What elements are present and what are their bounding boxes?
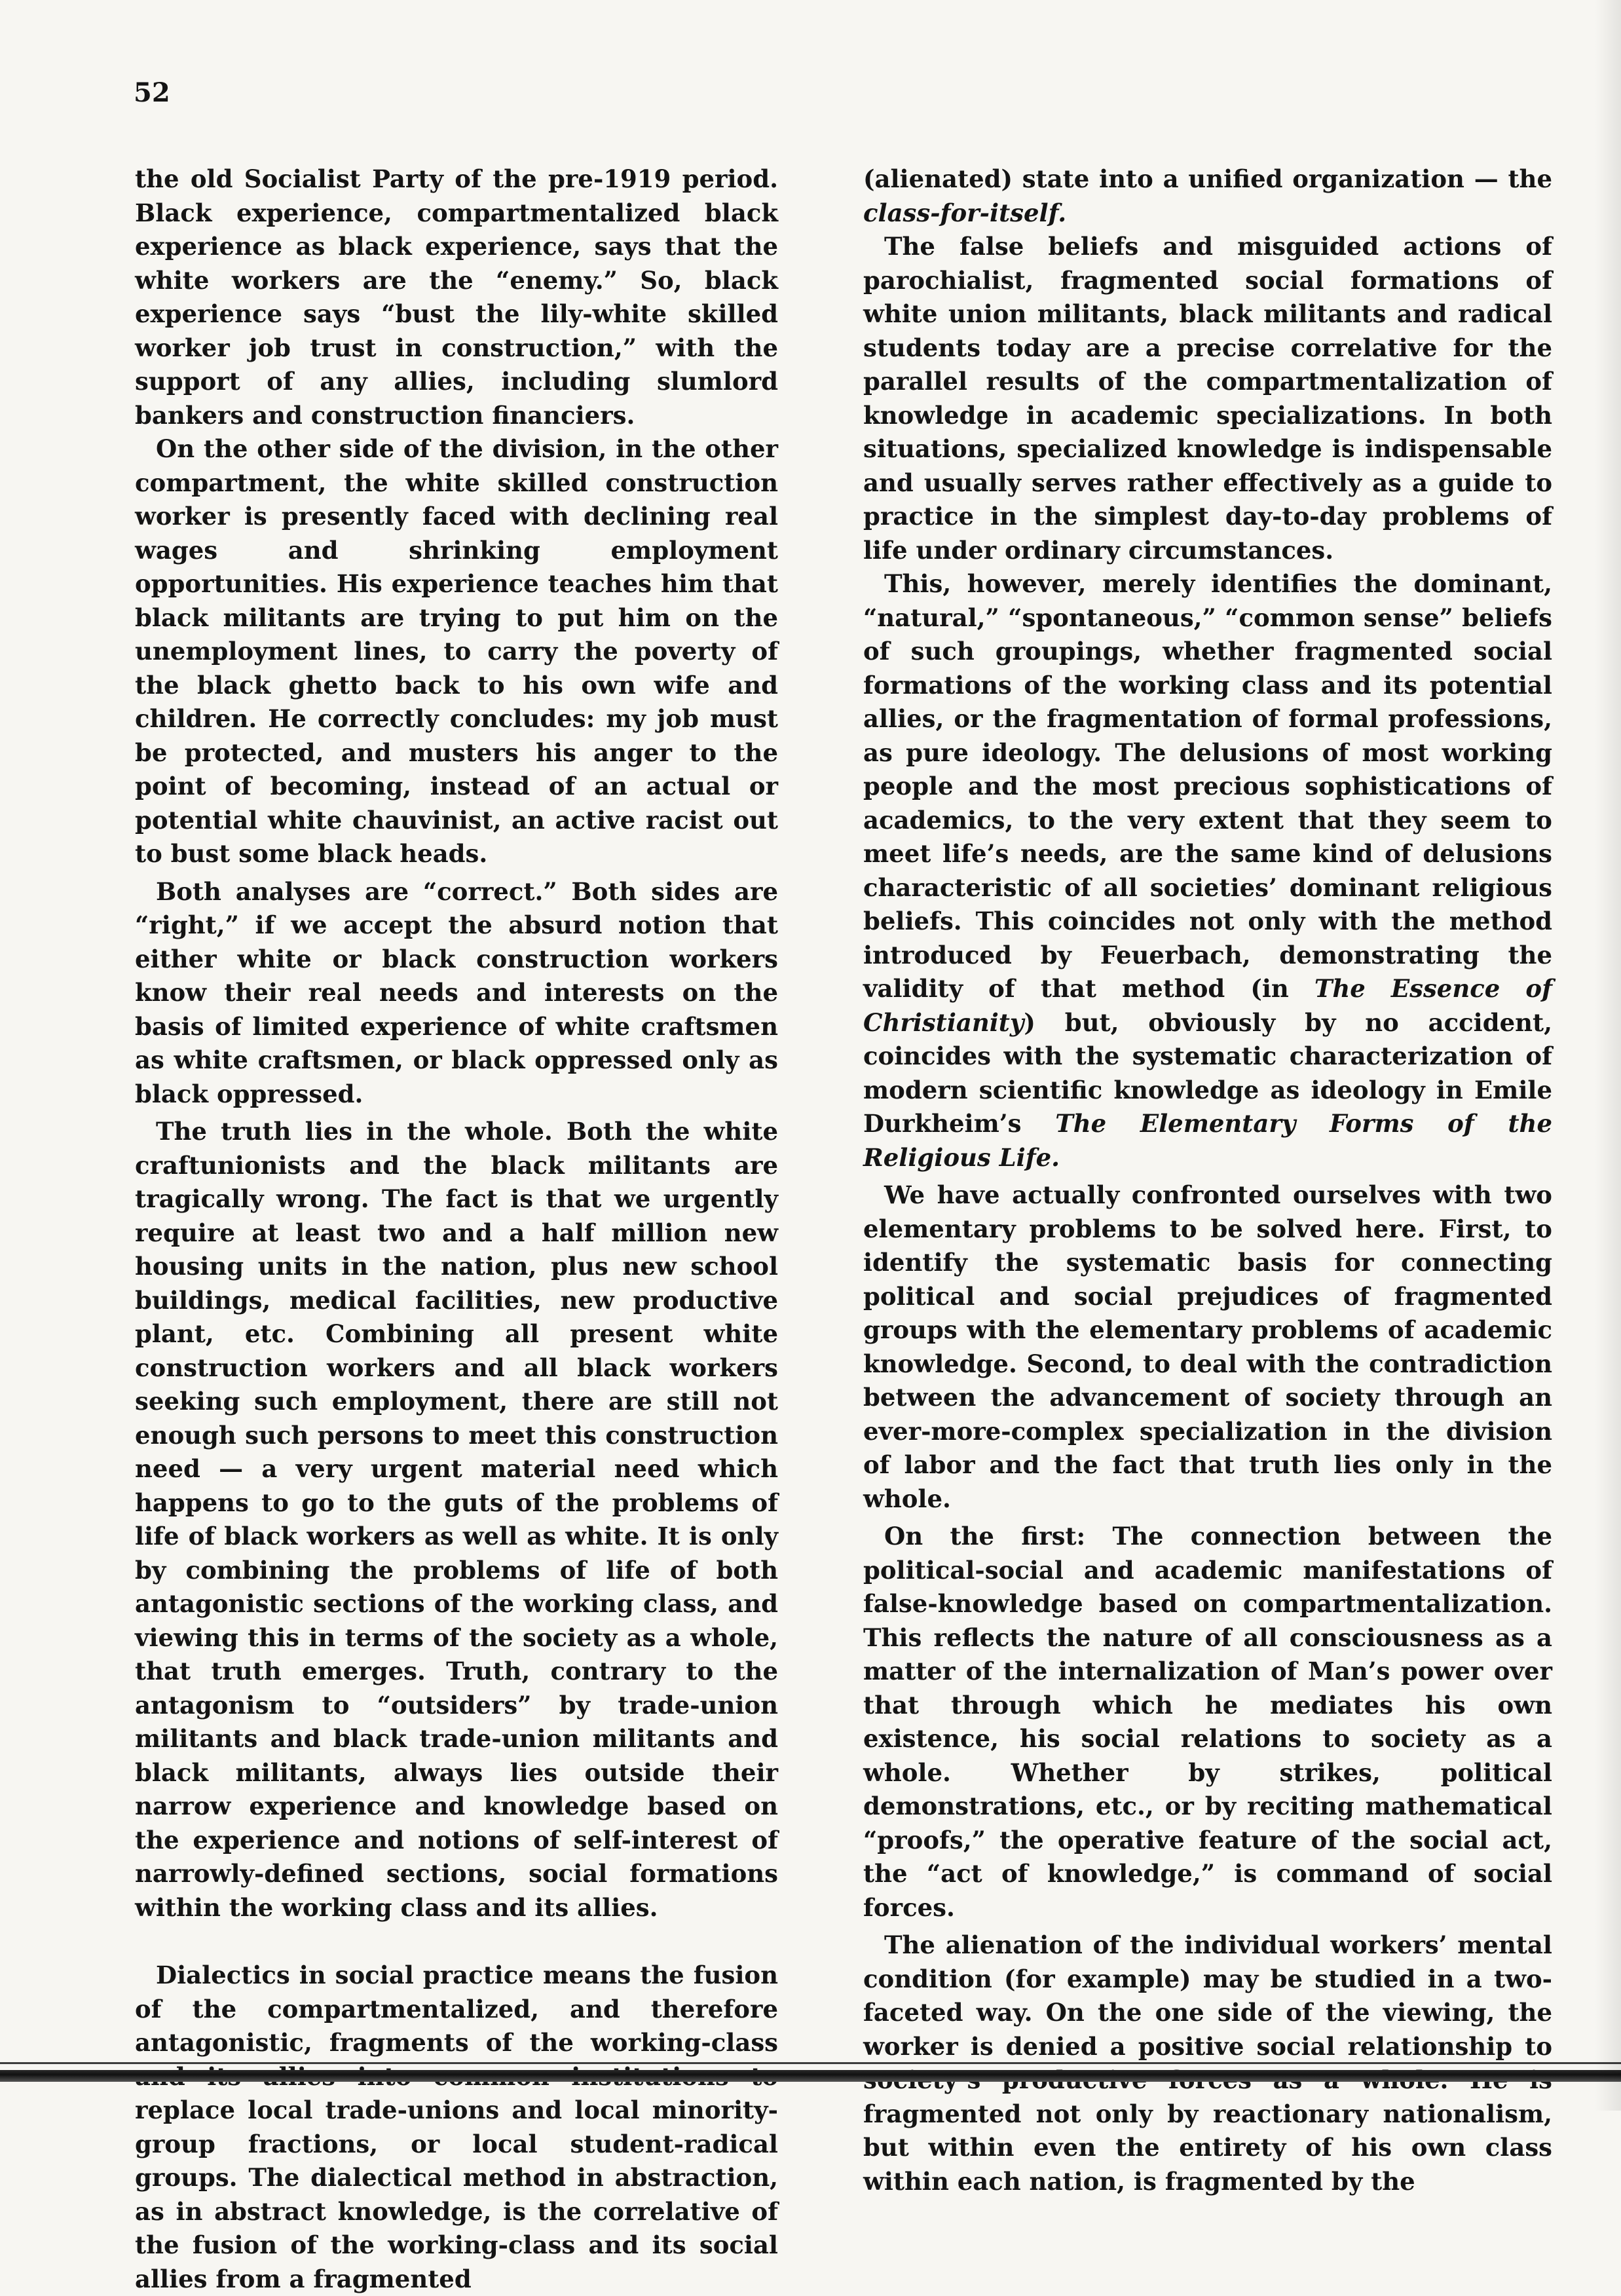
- paragraph: the old Socialist Party of the pre-1919 period. Black experience, compartmentalized black experience as black experience, says that the white workers are the “enemy.” So, black experience says “bust the lily-white skilled worker job trust in construction,” with the support of any allies, including slumlord bankers and construction financiers.: [135, 164, 778, 430]
- paragraph: Both analyses are “correct.” Both sides are “right,” if we accept the absurd notion that either white or black construction workers know their real needs and interests on the basis of limited experience of white craftsmen as white craftsmen, or black oppressed only as black oppressed.: [135, 876, 778, 1108]
- paragraph: [863, 162, 1552, 230]
- right-column: [863, 162, 1552, 2198]
- paragraph: The truth lies in the whole. Both the white craftunionists and the black militants are tragically wrong. The fact is that we urgently require at least two and a half million new housing units in the nation, plus new school buildings, medical facilities, new productive plant, etc. Combining all present white construction workers and all black workers seeking such employment, there are still not enough such persons to meet this construction need — a very urgent material need which happens to go to the guts of the problems of life of black workers as well as white. It is only by combining the problems of life of both antagonistic sections of the working class, and viewing this in terms of the society as a whole, that truth emerges. Truth, contrary to the antagonism to “outsiders” by trade-union militants and black trade-union militants and black militants, always lies outside their narrow experience and knowledge based on the experience and notions of self-interest of narrowly-defined sections, social formations within the working class and its allies.: [135, 1117, 778, 1922]
- paragraph: On the first: The connection between the political-social and academic manifestations of false-knowledge based on compartmentalization. This reflects the nature of all consciousness as a matter of the internalization of Man’s power over that through which he mediates his own existence, his social relations to society as a whole. Whether by strikes, political demonstrations, etc., or by reciting mathematical “proofs,” the operative feature of the social act, the “act of knowledge,” is command of social forces.: [863, 1522, 1552, 1922]
- paragraph: Dialectics in social practice means the fusion of the compartmentalized, and therefore antagonistic, fragments of the working-class replace local trade-unions and local minority-group fractions, or local student-radical groups. The dialectical method in abstraction, as in abstract knowledge, is the correlative of the fusion of the working-class and its social allies from a fragmented: [135, 1961, 778, 2293]
- paragraph: [863, 567, 1552, 1175]
- paragraph: The alienation of the individual workers’ mental condition (for example) may be studied in a two-faceted way. On the one side of the viewing, the worker is denied a positive social relationship to fragmented not only by reactionary nationalism, but within even the entirety of his own class within each nation, is fragmented by the: [863, 1930, 1552, 2196]
- paragraph: On the other side of the division, in the other compartment, the white skilled construction worker is presently faced with declining real wages and shrinking employment opportunities. His experience teaches him that black militants are trying to put him on the unemployment lines, to carry the poverty of the black ghetto back to his own wife and children. He correctly concludes: my job must be protected, and musters his anger to the point of becoming, instead of an actual or potential white chauvinist, an active racist out to bust some black heads.: [135, 434, 778, 868]
- italic-term: class-for-itself.: [863, 198, 1067, 227]
- page-edge-shadow: [1595, 0, 1621, 2111]
- left-column: [135, 162, 778, 2296]
- paragraph: We have actually confronted ourselves with two elementary problems to be solved here. First, to identify the systematic basis for connecting political and social prejudices of fragmented groups with the elementary problems of academic knowledge. Second, to deal with the contradiction between the advancement of society through an ever-more-complex specialization in the division of labor and the fact that truth lies only in the whole.: [863, 1180, 1552, 1513]
- paragraph: The false beliefs and misguided actions of parochialist, fragmented social formations of white union militants, black militants and radical students today are a precise correlative for the parallel results of the compartmentalization of knowledge in academic specializations. In both situations, specialized knowledge is indispensable and usually serves rather effectively as a guide to practice in the simplest day-to-day problems of life under ordinary circumstances.: [863, 232, 1552, 565]
- paragraph-text: This, however, merely identifies the dominant, “natural,” “spontaneous,” “common sense” beliefs of such groupings, whether fragmented social formations of the working class and its potential allies, or the fragmentation of formal professions, as pure ideology. The delusions of most working people and the most precious sophistications of academics, to the very extent that they seem to meet life’s needs, are the same kind of delusions characteristic of all societies’ dominant religious beliefs. This coincides not only with the method introduced by Feuerbach, demonstrating the validity of that method (in: [863, 569, 1552, 1003]
- bottom-rule: [0, 2070, 1621, 2082]
- paragraph-text: ) but, obviously by no accident, coincides with the systematic characterization of modern scientific knowledge as ideology in Emile Durkheim’s: [863, 1007, 1552, 1138]
- bottom-rule: [0, 2062, 1621, 2064]
- book-title: The Elementary Forms of the Religious Life.: [863, 1109, 1553, 1172]
- paragraph-text: (alienated) state into a unified organization — the: [863, 164, 1552, 193]
- book-title: The Essence of Christianity: [863, 974, 1552, 1037]
- page-number: 52: [134, 77, 170, 108]
